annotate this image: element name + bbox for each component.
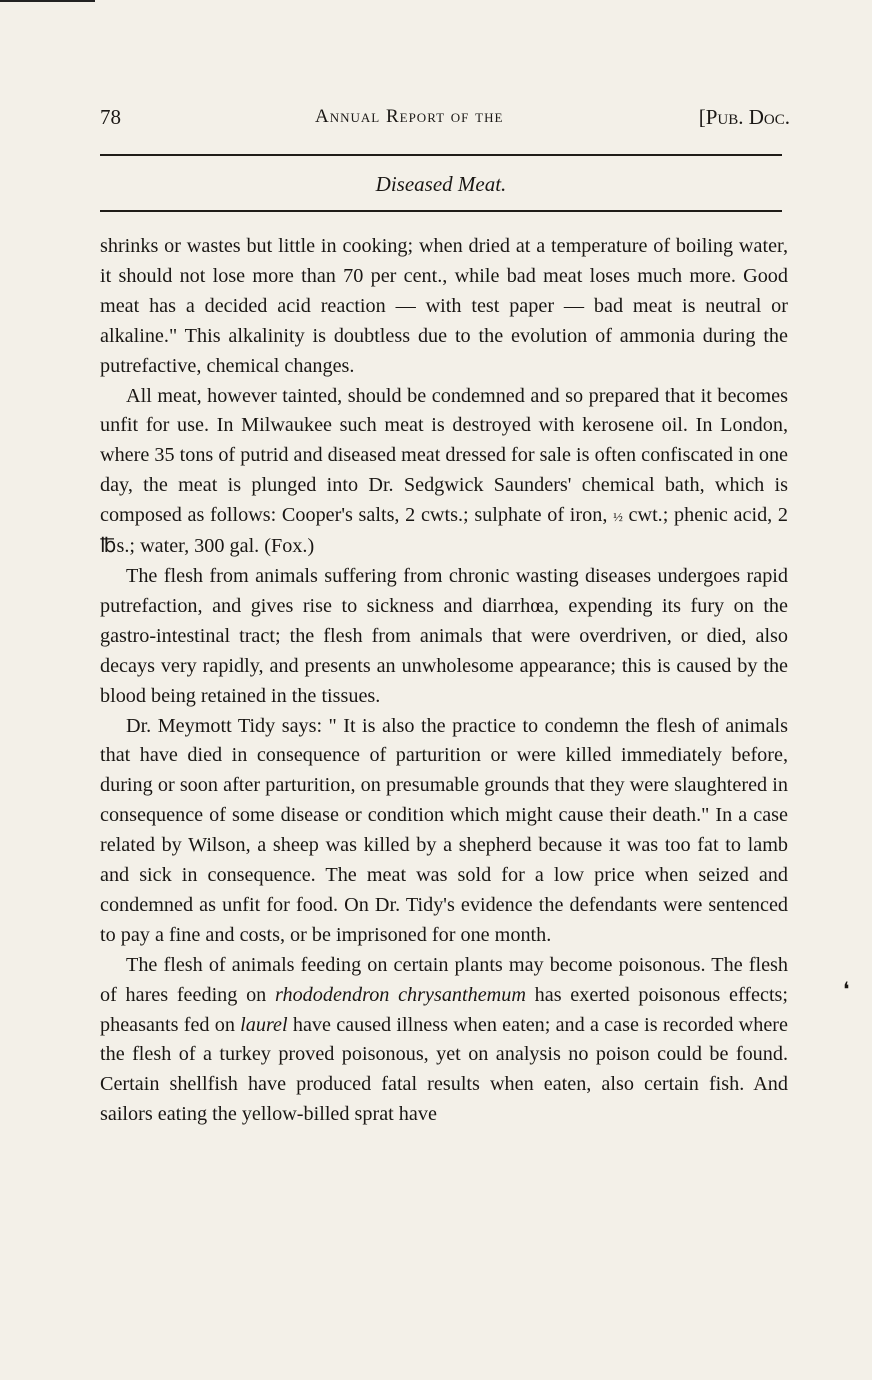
paragraph-2 [100,382,788,562]
header-rule-top [100,154,782,156]
header-rule-bottom [100,210,782,212]
paragraph-5-text-b: has exerted poisonous effects; pheasants fed on [100,983,789,1036]
top-corner-rule [0,0,95,2]
page-number: 78 [100,105,121,129]
paragraph-5-text-c: have caused illness when eaten; and a case is recorded where the flesh of a turkey proved poisonous, yet on analysis no poison could be found. Certain shellfish have produced fatal results when eaten, also certain fish. And sailors eating the yellow-billed sprat have [100,1013,788,1126]
body-text [100,232,788,1130]
paragraph-1: shrinks or wastes but little in cooking; when dried at a temperature of boiling water, it should not lose more than 70 per cent., while bad meat loses much more. Good meat has a decided acid reaction — with test paper — bad meat is neutral or alkaline." This alkalinity is doubtless due to the evolution of ammonia during the putrefactive, chemical changes. [100,235,788,377]
paragraph-5 [100,951,788,1130]
plant-name-laurel: laurel [240,1013,288,1036]
paragraph-3: The flesh from animals suffering from chronic wasting diseases undergoes rapid putrefaction, and gives rise to sickness and diarrhœa, expending its fury on the gastro-intestinal tract; the flesh from animals that were overdriven, or died, also decays very rapidly, and presents an unwholesome appearance; this is caused by the blood being retained in the tissues. [100,564,788,707]
fraction-half: ½ [613,509,623,525]
section-title: Diseased Meat. [375,172,507,196]
running-head [100,100,790,134]
document-label: [Pub. Doc. [698,105,790,129]
paragraph-5-text-a: The flesh of animals feeding on certain plants may become poisonous. The flesh of hares feeding on [100,953,788,1006]
paragraph-4: Dr. Meymott Tidy says: " It is also the practice to condemn the flesh of animals that have died in consequence of parturition or were killed immediately before, during or soon after parturition, on presumable grounds that they were slaughtered in consequence of some disease or condition which might cause their death." In a case related by Wilson, a sheep was killed by a shepherd because it was too fat to lamb and sick in consequence. The meat was sold for a low price when seized and condemned as unfit for food. On Dr. Tidy's evidence the defendants were sentenced to pay a fine and costs, or be imprisoned for one month. [100,714,788,946]
plant-name-rhododendron: rhododendron chrysanthemum [274,983,526,1006]
paragraph-2-text-a: All meat, however tainted, should be condemned and so prepared that it becomes unfit for use. In Milwaukee such meat is destroyed with kerosene oil. In London, where 35 tons of putrid and diseased meat dressed for sale is often confiscated in one day, the meat is plunged into Dr. Sedgwick Saunders' chemical bath, which is composed as follows: Cooper's salts, 2 cwts.; sulphate of iron, [100,384,788,527]
running-head-title: Annual Report of the [315,106,504,127]
margin-ink-mark: ❛ [843,979,850,1001]
paragraph-2-text-b: cwt.; phenic acid, 2 ℔s.; water, 300 gal. (Fox.) [100,504,788,558]
